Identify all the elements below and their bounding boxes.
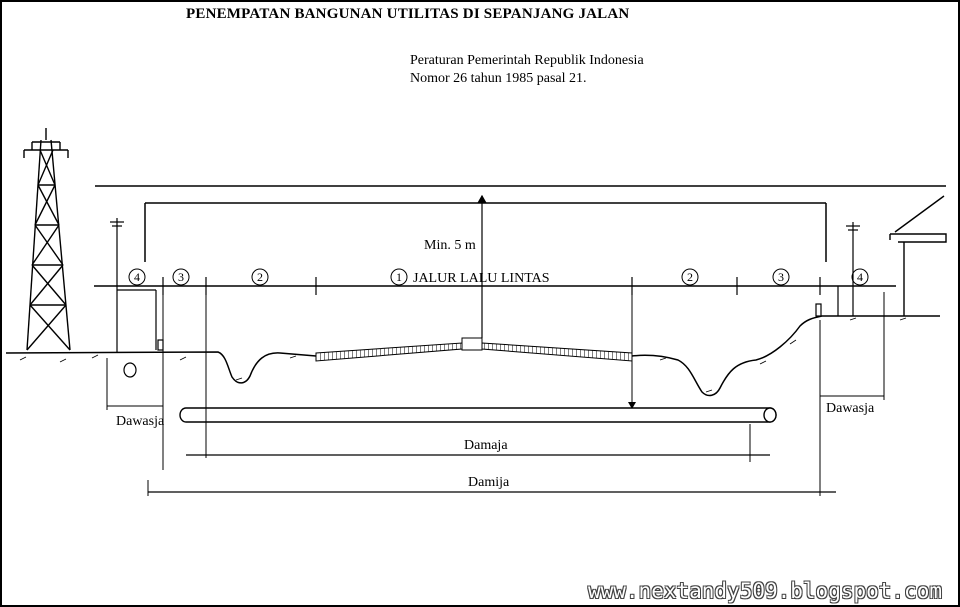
ground-texture [20,318,906,392]
dawasja-left-label: Dawasja [116,414,165,429]
svg-text:3: 3 [778,270,784,284]
regulation-line-2: Nomor 26 tahun 1985 pasal 21. [410,71,587,86]
dimension-extensions [107,292,884,496]
overhead-gantry [95,186,946,262]
house-icon [890,196,946,316]
watermark: www.nextandy509.blogspot.com [587,579,942,603]
min-clearance-label: Min. 5 m [424,238,476,253]
damaja-label: Damaja [464,438,508,453]
svg-text:4: 4 [857,270,863,284]
transmission-tower-icon [24,128,70,350]
zone-1 [391,269,407,285]
utility-pole-left-icon [110,218,124,290]
svg-text:2: 2 [257,270,263,284]
zone-4-left [129,269,145,285]
svg-text:1: 1 [396,270,402,284]
zone-2-left [252,269,268,285]
dawasja-right-label: Dawasja [826,401,875,416]
damija-label: Damija [468,475,510,490]
traffic-lane-label: JALUR LALU LINTAS [413,271,550,286]
utility-marker-right [816,304,821,316]
svg-text:2: 2 [687,270,693,284]
ground-profile [6,316,940,395]
utility-box-left [117,290,163,352]
zone-2-right [682,269,698,285]
pavement-left [316,343,462,361]
figure-title: PENEMPATAN BANGUNAN UTILITAS DI SEPANJANG JALAN [186,6,630,22]
buried-pipe-icon [124,363,136,377]
svg-text:3: 3 [178,270,184,284]
culvert-pipe [180,408,776,422]
zone-3-right [773,269,789,285]
pavement-right [482,343,632,361]
regulation-line-1: Peraturan Pemerintah Republik Indonesia [410,53,644,68]
utility-pole-right-icon [838,222,860,316]
svg-text:4: 4 [134,270,140,284]
road-median [462,338,482,350]
zone-4-right [852,269,868,285]
zone-3-left [173,269,189,285]
